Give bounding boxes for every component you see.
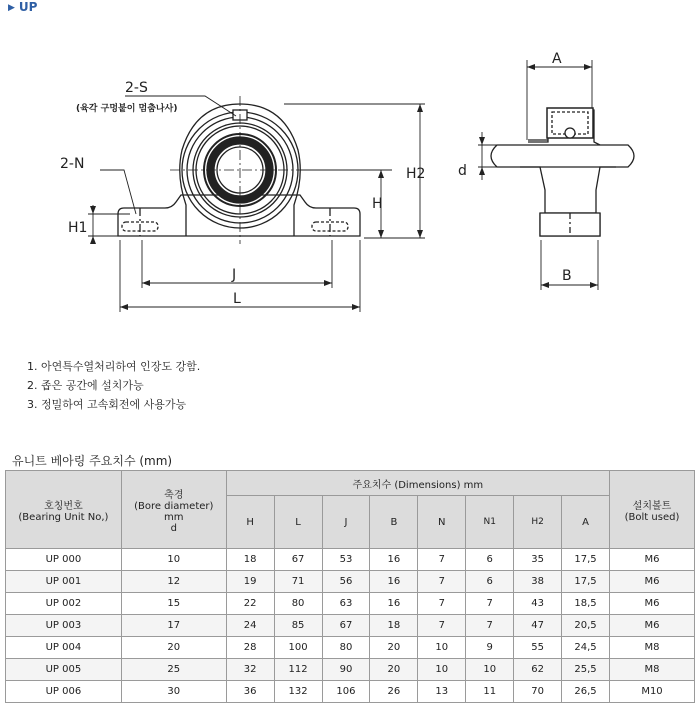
table-cell: UP 006	[6, 681, 122, 703]
table-cell: M6	[610, 615, 695, 637]
table-cell: UP 002	[6, 593, 122, 615]
header-dim-j: J	[322, 496, 370, 549]
label-j: J	[232, 267, 237, 283]
table-cell: 80	[322, 637, 370, 659]
header-dim-l: L	[274, 496, 322, 549]
table-cell: UP 005	[6, 659, 122, 681]
table-cell: M6	[610, 549, 695, 571]
table-cell: 7	[418, 549, 466, 571]
table-cell: 15	[121, 593, 226, 615]
table-cell: 112	[274, 659, 322, 681]
table-cell: 7	[418, 593, 466, 615]
table-cell: 47	[514, 615, 562, 637]
table-cell: 30	[121, 681, 226, 703]
triangle-bullet-icon: ▶	[8, 3, 15, 13]
table-cell: 20,5	[562, 615, 610, 637]
header-bolt: 설치볼트 (Bolt used)	[610, 471, 695, 549]
table-cell: 10	[418, 659, 466, 681]
label-b: B	[562, 268, 572, 284]
table-cell: 10	[121, 549, 226, 571]
table-cell: 11	[466, 681, 514, 703]
table-cell: 18	[226, 549, 274, 571]
feature-list	[27, 357, 200, 414]
table-row	[6, 615, 695, 637]
table-cell: 7	[418, 571, 466, 593]
table-cell: M8	[610, 659, 695, 681]
table-cell: 26	[370, 681, 418, 703]
header-dim-h2: H2	[514, 496, 562, 549]
table-cell: 67	[322, 615, 370, 637]
table-cell: 25	[121, 659, 226, 681]
table-cell: 24	[226, 615, 274, 637]
table-cell: 7	[466, 615, 514, 637]
table-cell: 18	[370, 615, 418, 637]
table-cell: 17,5	[562, 571, 610, 593]
header-dim-a: A	[562, 496, 610, 549]
table-row	[6, 549, 695, 571]
table-cell: UP 000	[6, 549, 122, 571]
table-cell: UP 001	[6, 571, 122, 593]
dimensions-table	[5, 470, 695, 703]
table-cell: UP 004	[6, 637, 122, 659]
table-title: 유니트 베아링 주요치수 (mm)	[12, 454, 173, 468]
table-cell: 16	[370, 549, 418, 571]
page-title: ▶ UP	[8, 0, 38, 14]
table-cell: M6	[610, 571, 695, 593]
label-set-screw-note: (육각 구멍붙이 멈춤나사)	[76, 104, 178, 114]
label-a: A	[552, 51, 562, 67]
header-dim-n: N	[418, 496, 466, 549]
table-cell: 9	[466, 637, 514, 659]
label-h: H	[372, 196, 383, 212]
table-cell: M8	[610, 637, 695, 659]
table-cell: M10	[610, 681, 695, 703]
table-cell: M6	[610, 593, 695, 615]
table-cell: 6	[466, 549, 514, 571]
table-cell: 17,5	[562, 549, 610, 571]
table-cell: 106	[322, 681, 370, 703]
table-cell: 13	[418, 681, 466, 703]
table-cell: 25,5	[562, 659, 610, 681]
feature-item: 3. 정밀하여 고속회전에 사용가능	[27, 398, 187, 411]
table-cell: 26,5	[562, 681, 610, 703]
table-cell: 7	[418, 615, 466, 637]
table-cell: 18,5	[562, 593, 610, 615]
label-2-n: 2-N	[60, 156, 85, 172]
table-cell: 55	[514, 637, 562, 659]
pillow-block-drawing	[0, 0, 700, 330]
header-dimensions: 주요치수 (Dimensions) mm	[226, 471, 609, 496]
table-cell: UP 003	[6, 615, 122, 637]
table-cell: 70	[514, 681, 562, 703]
header-dim-b: B	[370, 496, 418, 549]
table-row	[6, 571, 695, 593]
header-unit-no: 호칭번호 (Bearing Unit No,)	[6, 471, 122, 549]
table-row	[6, 681, 695, 703]
table-cell: 63	[322, 593, 370, 615]
table-cell: 62	[514, 659, 562, 681]
table-cell: 100	[274, 637, 322, 659]
table-cell: 71	[274, 571, 322, 593]
label-h1: H1	[68, 220, 88, 236]
table-row	[6, 659, 695, 681]
table-cell: 28	[226, 637, 274, 659]
table-cell: 12	[121, 571, 226, 593]
header-bore: 축경 (Bore diameter) mm d	[121, 471, 226, 549]
side-view	[491, 108, 634, 236]
table-cell: 56	[322, 571, 370, 593]
table-cell: 132	[274, 681, 322, 703]
label-l: L	[233, 291, 241, 307]
table-cell: 6	[466, 571, 514, 593]
header-dim-n1: N1	[466, 496, 514, 549]
table-row	[6, 637, 695, 659]
table-cell: 17	[121, 615, 226, 637]
table-cell: 16	[370, 593, 418, 615]
table-cell: 22	[226, 593, 274, 615]
feature-item: 1. 아연특수열처리하여 인장도 강함.	[27, 360, 201, 373]
table-cell: 20	[121, 637, 226, 659]
label-2-s: 2-S	[125, 80, 148, 96]
table-cell: 85	[274, 615, 322, 637]
arrowheads-side	[479, 64, 598, 288]
table-cell: 38	[514, 571, 562, 593]
table-cell: 20	[370, 659, 418, 681]
label-d: d	[458, 163, 467, 179]
table-cell: 36	[226, 681, 274, 703]
table-cell: 10	[466, 659, 514, 681]
side-dimensions	[478, 60, 598, 290]
header-dim-h: H	[226, 496, 274, 549]
table-row	[6, 593, 695, 615]
table-cell: 43	[514, 593, 562, 615]
table-cell: 80	[274, 593, 322, 615]
table-cell: 53	[322, 549, 370, 571]
feature-item: 2. 좁은 공간에 설치가능	[27, 379, 144, 392]
table-cell: 90	[322, 659, 370, 681]
label-h2: H2	[406, 166, 426, 182]
table-cell: 10	[418, 637, 466, 659]
table-cell: 35	[514, 549, 562, 571]
table-cell: 24,5	[562, 637, 610, 659]
table-cell: 19	[226, 571, 274, 593]
table-cell: 7	[466, 593, 514, 615]
table-cell: 32	[226, 659, 274, 681]
table-cell: 16	[370, 571, 418, 593]
table-cell: 20	[370, 637, 418, 659]
table-cell: 67	[274, 549, 322, 571]
